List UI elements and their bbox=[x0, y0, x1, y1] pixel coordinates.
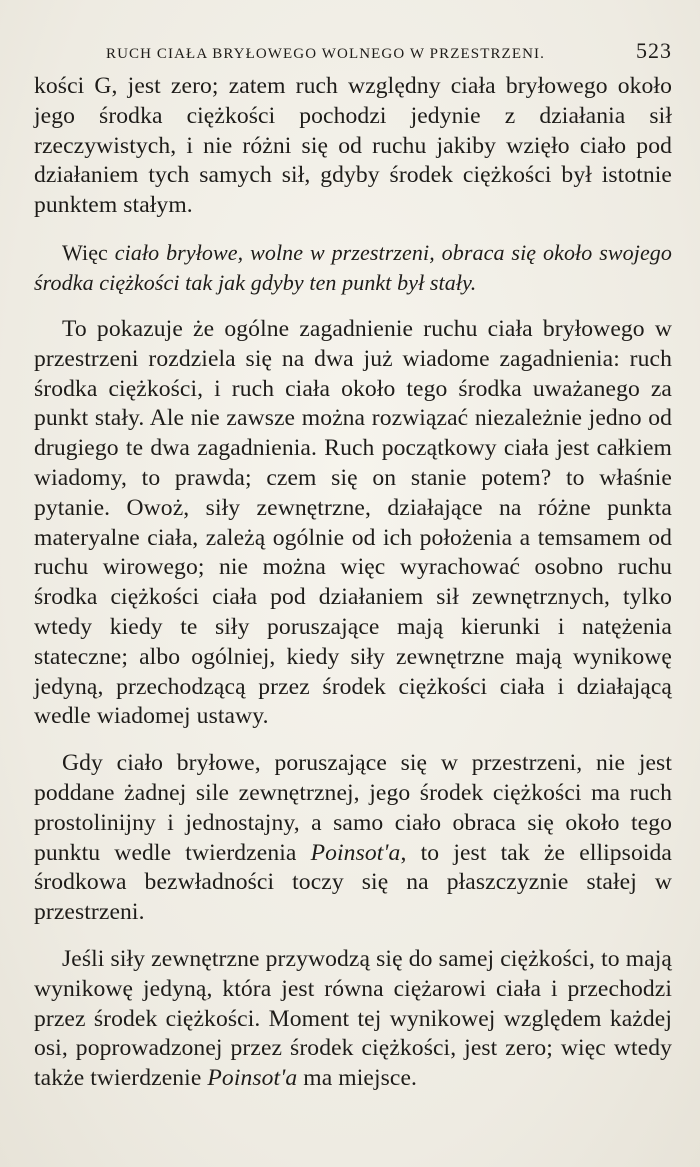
paragraph-4-text-b: , to jest tak że ellipsoida środkowa bezwładności toczy się na płaszczyznie stałej w przestrzeni. bbox=[34, 839, 672, 926]
paragraph-5-text-b: ma miejsce. bbox=[297, 1065, 418, 1092]
paragraph-4 bbox=[34, 749, 672, 928]
paragraph-4-text-a: Gdy ciało bryłowe, poruszające się w przestrzeni, nie jest poddane żadnej sile zewnętrznej, jego środek ciężkości ma ruch prostolinijny i jednostajny, a samo ciało obraca się około tego punktu wedle twierdzenia bbox=[34, 750, 672, 866]
page-number: 523 bbox=[636, 38, 672, 63]
paragraph-2-italic: ciało bryłowe, wolne w przestrzeni, obraca się około swojego środka ciężkości tak jak gdyby ten punkt był stały. bbox=[34, 239, 673, 295]
paragraph-2-lead: Więc bbox=[62, 239, 115, 265]
paragraph-4-italic: Poinsot'a bbox=[310, 839, 401, 866]
paragraph-5 bbox=[34, 945, 672, 1094]
paragraph-5-italic: Poinsot'a bbox=[207, 1065, 298, 1092]
page-header bbox=[34, 38, 672, 64]
paragraph-1: kości G, jest zero; zatem ruch względny ciała bryłowego około jego środka ciężkości pochodzi jedynie z działania sił rzeczywistych, i nie różni się od ruchu jakiby wzięło ciało pod działaniem tych samych sił, gdyby środek ciężkości był istotnie punktem stałym. bbox=[34, 73, 672, 219]
paragraph-5-text-a: Jeśli siły zewnętrzne przywodzą się do samej ciężkości, to mają wynikowę jedyną, która jest równa ciężarowi ciała i przechodzi przez środek ciężkości. Moment tej wynikowej względem każdej osi, poprowadzonej przez środek ciężkości, jest zero; więc wtedy także twierdzenie bbox=[34, 945, 672, 1092]
running-head: RUCH CIAŁA BRYŁOWEGO WOLNEGO W PRZESTRZENI. bbox=[106, 46, 545, 62]
paragraph-3: To pokazuje że ogólne zagadnienie ruchu ciała bryłowego w przestrzeni rozdziela się na dwa już wiadome zagadnienia: ruch środka ciężkości, i ruch ciała około tego środka uważanego za punkt stały. Ale nie zawsze można rozwiązać niezależnie jedno od drugiego te dwa zagadnienia. Ruch początkowy ciała jest całkiem wiadomy, to prawda; czem się on stanie potem? to właśnie pytanie. Owoż, siły zewnętrzne, działające na różne punkta materyalne ciała, zależą ogólnie od ich położenia a temsamem od ruchu wirowego; nie można więc wyrachować osobno ruchu środka ciężkości ciała pod działaniem sił zewnętrznych, tylko wtedy kiedy te siły poruszające mają kierunki i natężenia stateczne; albo ogólniej, kiedy siły zewnętrzne mają wynikowę jedyną, przechodzącą przez środek ciężkości ciała i działającą wedle wiadomej ustawy. bbox=[34, 315, 672, 730]
paragraph-2 bbox=[34, 238, 672, 298]
